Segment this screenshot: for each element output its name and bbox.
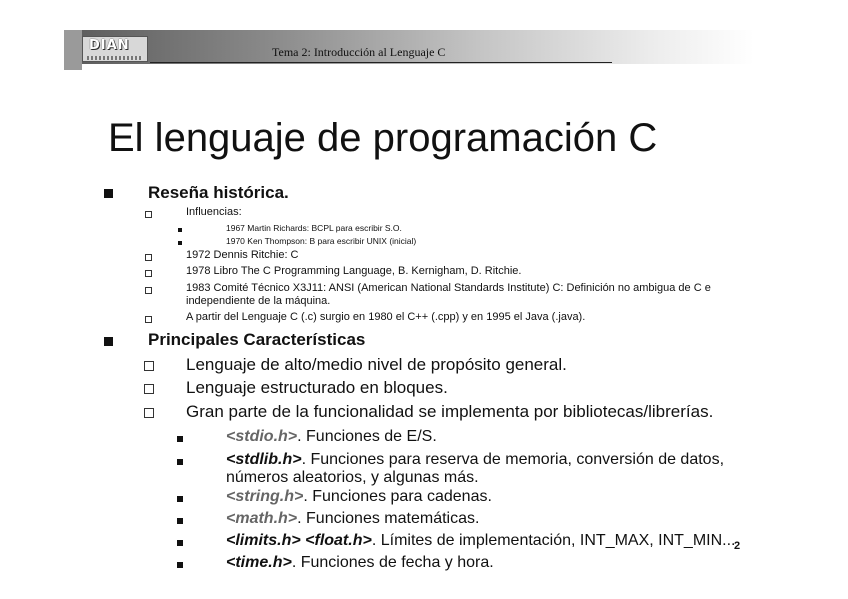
list-item: Lenguaje de alto/medio nivel de propósito general. (186, 355, 567, 374)
section-bullet (104, 337, 113, 346)
sub-item-bullet (177, 436, 183, 442)
list-item-continuation: independiente de la máquina. (186, 295, 331, 307)
sub-item-bullet (177, 459, 183, 465)
library-desc-continuation: números aleatorios, y algunas más. (226, 469, 479, 486)
list-item: Lenguaje estructurado en bloques. (186, 378, 448, 397)
library-header: <stdlib.h> (226, 451, 302, 468)
sub-item-bullet (178, 241, 182, 245)
list-item: Influencias: (186, 206, 242, 218)
sub-item-bullet (177, 496, 183, 502)
sub-item-bullet (178, 228, 182, 232)
library-item (226, 488, 492, 506)
sub-item-bullet (177, 562, 183, 568)
list-item-box (145, 287, 152, 294)
library-desc: . Funciones para cadenas. (303, 488, 492, 505)
library-header: <stdio.h> (226, 428, 298, 445)
header-rule (150, 62, 612, 63)
library-header: <time.h> (226, 554, 292, 571)
section-heading-features: Principales Características (148, 330, 366, 349)
list-item: 1972 Dennis Ritchie: C (186, 249, 299, 261)
page-number: 2 (734, 540, 741, 552)
library-item (226, 510, 479, 528)
library-desc: . Funciones de E/S. (297, 428, 437, 445)
list-item: 1978 Libro The C Programming Language, B. Kernigham, D. Ritchie. (186, 265, 522, 277)
library-header: <string.h> (226, 488, 304, 505)
list-item-box (145, 211, 152, 218)
list-item: 1983 Comité Técnico X3J11: ANSI (American National Standards Institute) C: Definición no ambigua de C e (186, 282, 711, 294)
library-item (226, 451, 724, 469)
library-desc: . Funciones para reserva de memoria, conversión de datos, (301, 451, 725, 468)
sub-item-bullet (177, 518, 183, 524)
header-accent (64, 30, 82, 70)
library-header: <limits.h> <float.h> (226, 532, 372, 549)
library-desc: . Funciones de fecha y hora. (291, 554, 494, 571)
list-item-box (145, 270, 152, 277)
logo-text: DIAN (89, 38, 130, 53)
library-desc: . Límites de implementación, INT_MAX, INT_MIN... (371, 532, 736, 549)
library-item (226, 428, 437, 446)
header-title: Tema 2: Introducción al Lenguaje C (272, 45, 446, 59)
library-item (226, 532, 736, 550)
list-item-box (144, 384, 154, 394)
section-bullet (104, 189, 113, 198)
dian-logo (82, 36, 148, 62)
sub-item-bullet (177, 540, 183, 546)
list-item-box (145, 316, 152, 323)
list-item-box (145, 254, 152, 261)
list-item: Gran parte de la funcionalidad se implementa por bibliotecas/librerías. (186, 402, 714, 421)
logo-stripe (87, 56, 143, 60)
list-item: A partir del Lenguaje C (.c) surgio en 1980 el C++ (.cpp) y en 1995 el Java (.java). (186, 311, 586, 323)
library-item (226, 554, 494, 572)
sub-item: 1970 Ken Thompson: B para escribir UNIX (inicial) (226, 236, 417, 246)
slide-title: El lenguaje de programación C (108, 116, 658, 160)
list-item-box (144, 408, 154, 418)
library-header: <math.h> (226, 510, 298, 527)
library-desc: . Funciones matemáticas. (297, 510, 480, 527)
sub-item: 1967 Martin Richards: BCPL para escribir S.O. (226, 223, 402, 233)
section-heading-history: Reseña histórica. (148, 183, 289, 202)
list-item-box (144, 361, 154, 371)
